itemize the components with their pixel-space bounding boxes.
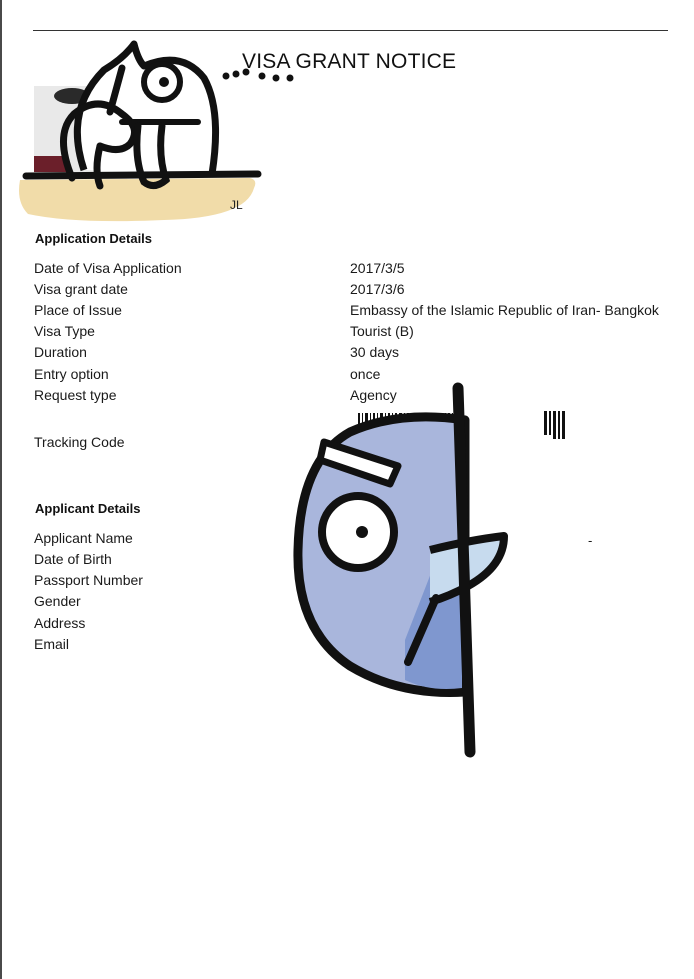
- document-title: VISA GRANT NOTICE: [242, 50, 457, 73]
- application-details-heading: Application Details: [35, 231, 153, 246]
- label: Entry option: [34, 366, 109, 382]
- value: 30 days: [350, 344, 400, 360]
- label: Date of Birth: [34, 551, 112, 567]
- label: Request type: [34, 387, 117, 403]
- row-place-of-issue: [0, 302, 694, 322]
- label: Address: [34, 615, 86, 631]
- page-left-edge: [0, 0, 2, 979]
- header-fragment-text: JL: [230, 198, 243, 212]
- label: Applicant Name: [34, 530, 133, 546]
- row-date-of-visa-application: [0, 260, 694, 280]
- label: Duration: [34, 344, 87, 360]
- row-visa-grant-date: [0, 281, 694, 301]
- thinking-face-sticker-icon: [290, 380, 520, 760]
- applicant-details-heading: Applicant Details: [35, 501, 141, 516]
- applicant-name-dash: -: [588, 533, 593, 548]
- value: Agency: [350, 387, 397, 403]
- label: Visa grant date: [34, 281, 128, 297]
- label: Email: [34, 636, 70, 652]
- label: Date of Visa Application: [34, 260, 182, 276]
- value: 2017/3/5: [350, 260, 405, 276]
- label: Tracking Code: [34, 434, 125, 450]
- value: 2017/3/6: [350, 281, 405, 297]
- label: Place of Issue: [34, 302, 122, 318]
- label: Visa Type: [34, 323, 95, 339]
- value: once: [350, 366, 381, 382]
- label: Gender: [34, 593, 81, 609]
- value: Tourist (B): [350, 323, 414, 339]
- value: Embassy of the Islamic Republic of Iran- Bangkok: [350, 302, 659, 318]
- row-duration: [0, 344, 694, 364]
- row-visa-type: [0, 323, 694, 343]
- label: Passport Number: [34, 572, 143, 588]
